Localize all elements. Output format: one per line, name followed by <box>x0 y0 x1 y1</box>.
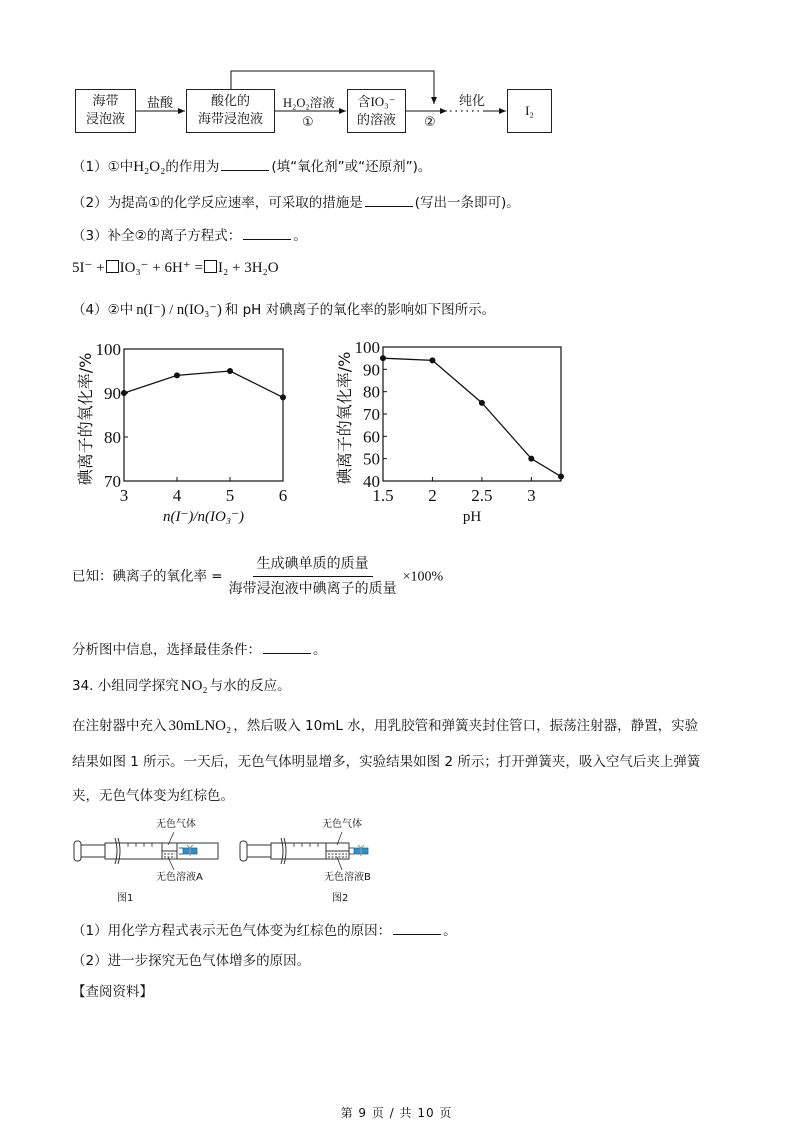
q4-text: 和 pH 对碘离子的氧化率的影响如下图所示。 <box>224 302 496 318</box>
known-suffix: ×100% <box>402 569 444 585</box>
data-point <box>227 368 233 374</box>
p34-paragraph-line-2: 结果如图 1 所示。一天后，无色气体明显增多，实验结果如图 2 所示；打开弹簧夹，吸入空气后夹上弹簧 <box>72 754 701 770</box>
fraction-denominator: 海带浸泡液中碘离子的质量 <box>228 581 397 597</box>
known-prefix: 已知：碘离子的氧化率 = <box>72 568 223 585</box>
p34-question-1 <box>72 920 457 941</box>
section-heading-reference: 【查阅资料】 <box>72 984 153 1000</box>
answer-blank[interactable] <box>393 920 441 935</box>
equation-part: 5I⁻ + <box>72 260 105 276</box>
fraction <box>225 553 401 600</box>
x-tick-label: 5 <box>225 486 235 505</box>
y-tick-label: 90 <box>363 360 380 380</box>
flow-box-iodate-solution <box>347 89 406 133</box>
data-point <box>429 357 435 363</box>
p34-question-2: （2）进一步探究无色气体增多的原因。 <box>72 953 311 969</box>
step-marker-2: ② <box>424 115 436 130</box>
ionic-equation <box>72 258 279 278</box>
q2-suffix: (写出一条即可)。 <box>414 195 520 211</box>
answer-blank[interactable] <box>365 192 413 207</box>
p34-formula: NO₂ <box>180 678 208 694</box>
y-tick-label: 60 <box>363 427 380 447</box>
x-tick-label: 4 <box>172 486 182 505</box>
q1-text: 的作用为 <box>165 159 220 175</box>
x-tick-label: 6 <box>278 486 288 505</box>
figure-caption-1: 图1 <box>117 893 134 904</box>
y-tick-label: 50 <box>363 449 380 469</box>
chart-ph-vs-oxidation <box>328 335 573 534</box>
formula: 30mLNO₂ <box>168 718 232 734</box>
question-3 <box>72 225 307 246</box>
fraction-numerator: 生成碘单质的质量 <box>253 553 373 577</box>
coefficient-box[interactable] <box>204 260 217 273</box>
y-tick-label: 100 <box>95 340 121 359</box>
question-1 <box>72 156 431 177</box>
q4-ratio: n(I⁻) / n(IO₃⁻) <box>136 302 222 318</box>
y-tick-label: 70 <box>363 405 380 424</box>
q4-prefix: （4）②中 <box>72 302 134 318</box>
label-colorless-solution-a: 无色溶液A <box>156 872 203 883</box>
plot-frame <box>124 349 283 481</box>
q1-formula: H₂O₂ <box>133 159 166 175</box>
data-point <box>121 390 127 396</box>
box-label: 浸泡液 <box>85 112 125 127</box>
q3-prefix: （3）补全②的离子方程式： <box>72 228 242 244</box>
y-tick-label: 100 <box>354 338 380 357</box>
p34-paragraph-line-1 <box>72 716 698 736</box>
q3-suffix: 。 <box>293 228 307 244</box>
answer-blank[interactable] <box>243 225 291 240</box>
x-axis-label: n(I⁻)/n(IO₃⁻) <box>162 509 245 525</box>
equation-part: IO₃⁻ + 6H⁺ = <box>119 260 204 276</box>
q1-suffix: (填“氧化剂”或“还原剂”)。 <box>271 159 432 175</box>
y-tick-label: 80 <box>363 382 380 402</box>
page-footer: 第 9 页 / 共 10 页 <box>340 1106 453 1120</box>
analysis-suffix: 。 <box>313 642 327 658</box>
p34-paragraph-line-3: 夹，无色气体变为红棕色。 <box>72 788 234 804</box>
y-tick-label: 70 <box>104 472 121 491</box>
chart-ratio-vs-oxidation <box>70 335 310 534</box>
syringe-figure-1 <box>70 812 220 904</box>
label-colorless-gas: 无色气体 <box>322 819 362 830</box>
y-axis-label: 碘离子的氧化率/% <box>335 351 354 485</box>
question-4 <box>72 300 495 320</box>
label-colorless-gas: 无色气体 <box>156 819 196 830</box>
coefficient-box[interactable] <box>106 260 119 273</box>
data-point <box>174 372 180 378</box>
x-tick-label: 1.5 <box>372 486 394 505</box>
arrow-label-hcl: 盐酸 <box>147 96 174 111</box>
text: 在注射器中充入 <box>72 718 167 734</box>
answer-blank[interactable] <box>263 639 311 654</box>
x-axis-label: pH <box>462 509 482 525</box>
q1-prefix: （1）①中 <box>72 159 134 175</box>
p34-q1-prefix: （1）用化学方程式表示无色气体变为红棕色的原因： <box>72 923 392 939</box>
q2-prefix: （2）为提高①的化学反应速率，可采取的措施是 <box>72 195 363 211</box>
box-label: I₂ <box>525 103 534 118</box>
step-marker-1: ① <box>302 115 314 130</box>
x-tick-label: 2.5 <box>471 486 493 505</box>
p34-title-prefix: 34. 小组同学探究 <box>72 678 179 694</box>
figure-caption-2: 图2 <box>332 893 349 904</box>
data-point <box>479 400 485 406</box>
box-label: 酸化的 <box>210 94 250 109</box>
flow-box-kelp-extract <box>75 89 136 133</box>
chart-svg <box>328 335 573 530</box>
data-line <box>124 371 283 397</box>
p34-title-suffix: 与水的反应。 <box>209 678 291 694</box>
answer-blank[interactable] <box>221 156 269 171</box>
flow-box-iodine <box>507 89 552 133</box>
box-label: 海带 <box>92 94 119 109</box>
arrow-label-h2o2: H₂O₂溶液 <box>283 96 335 110</box>
known-formula <box>72 553 443 600</box>
chart-svg <box>70 335 310 530</box>
data-point <box>558 474 564 480</box>
y-tick-label: 90 <box>104 384 121 403</box>
analysis-question <box>72 639 327 660</box>
box-label: 含IO₃⁻ <box>357 94 396 109</box>
y-axis-label: 碘离子的氧化率/% <box>76 352 95 486</box>
arrow-label-purify: 纯化 <box>459 94 486 109</box>
problem-34-title <box>72 676 291 696</box>
equation-part: I₂ + 3H₂O <box>218 260 279 276</box>
syringe-figure-2 <box>236 812 386 904</box>
analysis-prefix: 分析图中信息，选择最佳条件： <box>72 642 261 658</box>
data-point <box>528 456 534 462</box>
label-colorless-solution-b: 无色溶液B <box>324 872 371 883</box>
question-2 <box>72 192 520 213</box>
box-label: 的溶液 <box>356 112 396 127</box>
p34-q1-suffix: 。 <box>443 923 457 939</box>
data-point <box>380 355 386 361</box>
y-tick-label: 80 <box>104 428 121 447</box>
box-label: 海带浸泡液 <box>197 112 263 127</box>
x-tick-label: 3 <box>119 486 129 505</box>
text: ，然后吸入 10mL 水，用乳胶管和弹簧夹封住管口，振荡注射器，静置，实验 <box>233 718 699 734</box>
flow-box-acidified-extract <box>186 89 275 133</box>
y-tick-label: 40 <box>363 472 380 491</box>
data-point <box>280 394 286 400</box>
x-tick-label: 3 <box>527 486 536 505</box>
x-tick-label: 2 <box>428 486 437 505</box>
